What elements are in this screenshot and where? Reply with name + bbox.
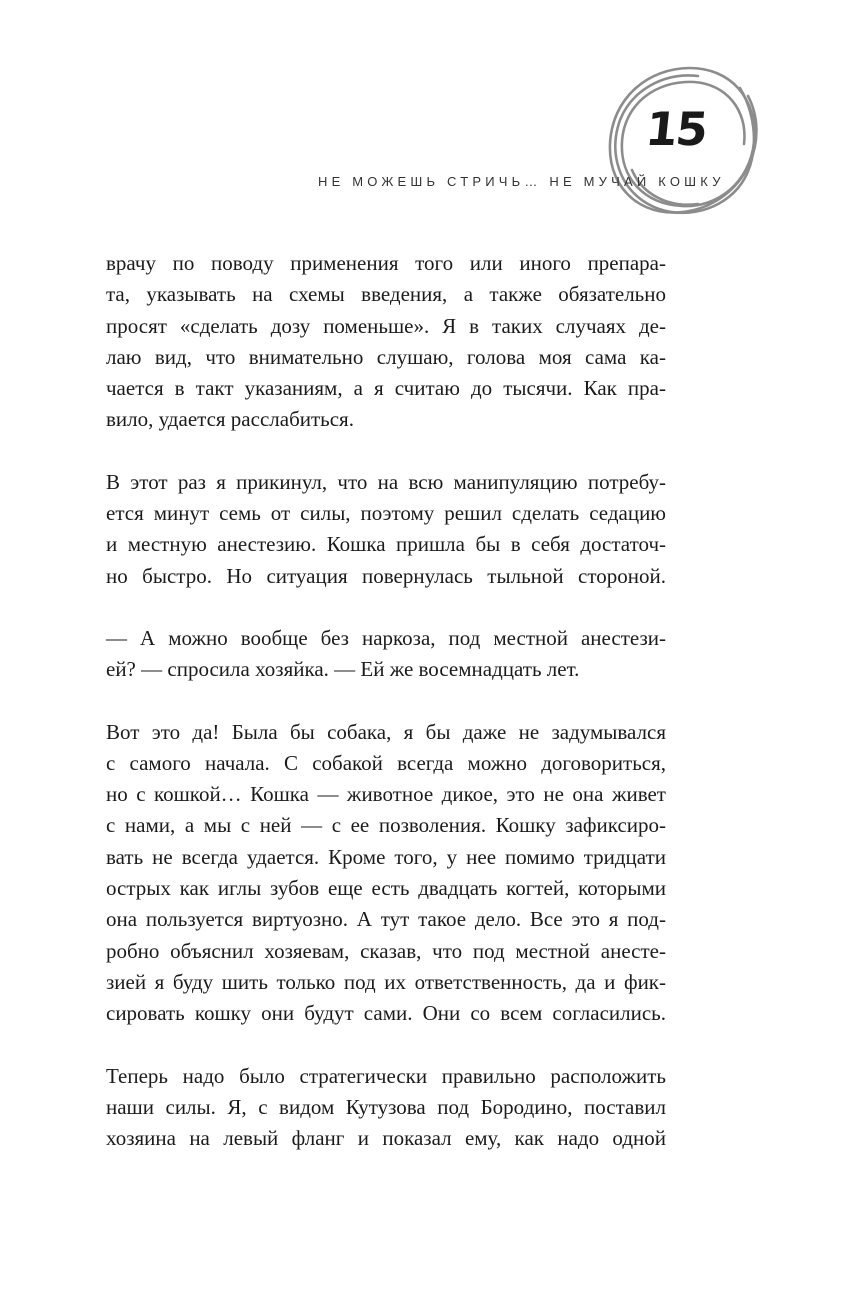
text-line: но с кошкой… Кошка — животное дикое, это не она живет xyxy=(106,782,666,807)
text-line: хозяина на левый фланг и показал ему, как надо одной xyxy=(106,1126,666,1151)
text-line: вать не всегда удается. Кроме того, у нее помимо тридцати xyxy=(106,844,666,869)
text-line: с самого начала. С собакой всегда можно договориться, xyxy=(106,750,666,775)
text-line: зией я буду шить только под их ответственность, да и фик- xyxy=(106,969,666,994)
text-line: врачу по поводу применения того или иного препара- xyxy=(106,251,666,275)
page-number: 15 xyxy=(643,102,709,156)
paragraph-5 xyxy=(106,1061,666,1155)
text-line: лаю вид, что внимательно слушаю, голова моя сама ка- xyxy=(106,344,666,369)
text-line: и местную анестезию. Кошка пришла бы в себя достаточ- xyxy=(106,532,666,557)
body-text xyxy=(106,248,666,1185)
running-head: НЕ МОЖЕШЬ СТРИЧЬ… НЕ МУЧАЙ КОШКУ xyxy=(318,174,725,189)
text-line: острых как иглы зубов еще есть двадцать когтей, которыми xyxy=(106,876,666,901)
text-line: В этот раз я прикинул, что на всю манипуляцию потребу- xyxy=(106,469,666,494)
text-line: вило, удается расслабиться. xyxy=(106,407,354,432)
paragraph-2 xyxy=(106,467,666,592)
text-line: ется минут семь от силы, поэтому решил сделать седацию xyxy=(106,501,666,526)
text-line: она пользуется виртуозно. А тут такое дело. Все это я под- xyxy=(106,907,666,932)
text-line: та, указывать на схемы введения, а также обязательно xyxy=(106,282,666,307)
text-line: ей? — спросила хозяйка. — Ей же восемнадцать лет. xyxy=(106,657,580,682)
paragraph-4 xyxy=(106,717,666,1030)
text-line: наши силы. Я, с видом Кутузова под Бородино, поставил xyxy=(106,1094,666,1119)
text-line: с нами, а мы с ней — с ее позволения. Кошку зафиксиро- xyxy=(106,813,666,838)
page-number-badge xyxy=(598,58,764,224)
text-line: робно объяснил хозяевам, сказав, что под местной анесте- xyxy=(106,938,666,963)
paragraph-3-dialogue xyxy=(106,623,666,686)
text-line: сировать кошку они будут сами. Они со всем согласились. xyxy=(106,1001,666,1026)
text-line: Вот это да! Была бы собака, я бы даже не задумывался xyxy=(106,719,666,744)
text-line: Теперь надо было стратегически правильно расположить xyxy=(106,1063,666,1088)
text-line: но быстро. Но ситуация повернулась тыльной стороной. xyxy=(106,563,666,588)
text-line: чается в такт указаниям, а я считаю до тысячи. Как пра- xyxy=(106,376,666,401)
text-line: — А можно вообще без наркоза, под местной анестези- xyxy=(106,625,666,650)
paragraph-1 xyxy=(106,248,666,436)
text-line: просят «сделать дозу поменьше». Я в таких случаях де- xyxy=(106,313,666,338)
